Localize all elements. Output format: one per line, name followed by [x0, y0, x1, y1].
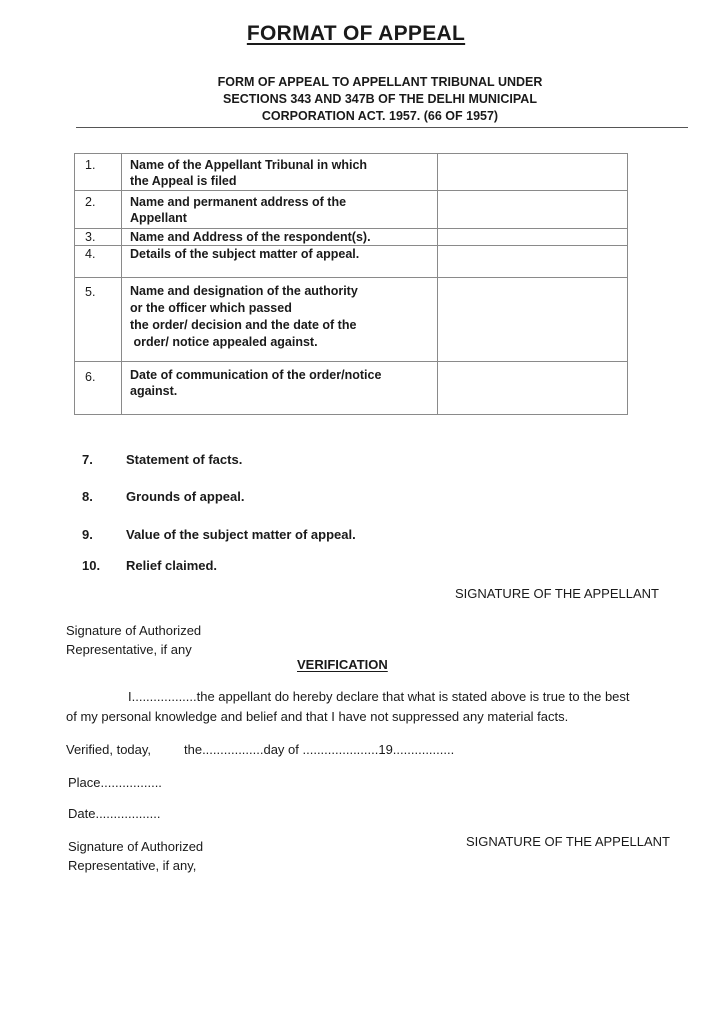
table-row: [75, 278, 628, 362]
list-item-number: 8.: [82, 489, 93, 504]
answer-cell[interactable]: [438, 191, 628, 229]
question-line: order/ notice appealed against.: [130, 335, 318, 349]
appellant-signature-label: SIGNATURE OF THE APPELLANT: [455, 586, 659, 601]
answer-cell[interactable]: [438, 362, 628, 415]
authorized-line: Representative, if any,: [68, 858, 197, 873]
row-number: 3.: [75, 229, 122, 246]
list-item-text: Grounds of appeal.: [126, 489, 245, 504]
question-line: against.: [130, 384, 178, 398]
list-item-text: Relief claimed.: [126, 558, 218, 573]
list-item: [82, 558, 217, 573]
appellant-signature-label: SIGNATURE OF THE APPELLANT: [466, 834, 670, 849]
list-item-text: Value of the subject matter of appeal.: [126, 527, 356, 542]
document-title: FORMAT OF APPEAL: [246, 22, 466, 45]
verification-heading: VERIFICATION: [297, 657, 388, 672]
authorized-line: Signature of Authorized: [68, 839, 204, 854]
verified-date-blanks: the.................day of .....................19.................: [184, 742, 455, 757]
row-question: [122, 191, 438, 229]
authorized-representative-signature: [68, 837, 203, 875]
table-row: [75, 362, 628, 415]
answer-cell[interactable]: [438, 278, 628, 362]
header-divider: [76, 127, 688, 128]
row-question: [122, 229, 438, 246]
document-subtitle: [150, 74, 610, 125]
answer-cell[interactable]: [438, 154, 628, 191]
table-row: [75, 246, 628, 278]
place-field: Place.................: [68, 775, 162, 790]
appeal-details-table: [74, 153, 628, 415]
question-line: Name and Address of the respondent(s).: [130, 230, 371, 244]
subtitle-line: FORM OF APPEAL TO APPELLANT TRIBUNAL UNDER: [217, 75, 543, 89]
question-line: the Appeal is filed: [130, 174, 237, 188]
subtitle-line: CORPORATION ACT. 1957. (66 OF 1957): [261, 109, 499, 123]
question-line: Appellant: [130, 211, 187, 225]
date-field: Date..................: [68, 806, 161, 821]
authorized-representative-signature: [66, 621, 201, 659]
row-number: 1.: [75, 154, 122, 191]
list-item-number: 10.: [82, 558, 101, 573]
row-number: 6.: [75, 362, 122, 415]
row-question: [122, 278, 438, 362]
row-number: 2.: [75, 191, 122, 229]
question-line: Name and designation of the authority: [130, 284, 358, 298]
list-item-text: Statement of facts.: [126, 452, 243, 467]
row-question: [122, 154, 438, 191]
answer-cell[interactable]: [438, 229, 628, 246]
question-line: Details of the subject matter of appeal.: [130, 247, 360, 261]
list-item: [82, 527, 356, 542]
table-row: [75, 229, 628, 246]
subtitle-line: SECTIONS 343 AND 347B OF THE DELHI MUNICIPAL: [223, 92, 537, 106]
question-line: the order/ decision and the date of the: [130, 318, 357, 332]
table-row: [75, 154, 628, 191]
answer-cell[interactable]: [438, 246, 628, 278]
question-line: Date of communication of the order/notice: [130, 368, 382, 382]
verified-label: Verified, today,: [66, 742, 152, 757]
authorized-line: Representative, if any: [66, 642, 192, 657]
question-line: Name of the Appellant Tribunal in which: [130, 158, 368, 172]
list-item: [82, 489, 244, 504]
table-row: [75, 191, 628, 229]
list-item-number: 7.: [82, 452, 93, 467]
row-number: 4.: [75, 246, 122, 278]
declaration-line: of my personal knowledge and belief and that I have not suppressed any material facts.: [66, 709, 569, 724]
list-item: [82, 452, 242, 467]
verified-date-line: [66, 742, 454, 757]
declaration-line: I..................the appellant do hereby declare that what is stated above is true to the best: [128, 689, 630, 704]
question-line: Name and permanent address of the: [130, 195, 347, 209]
list-item-number: 9.: [82, 527, 93, 542]
row-question: [122, 362, 438, 415]
question-line: or the officer which passed: [130, 301, 292, 315]
row-question: [122, 246, 438, 278]
authorized-line: Signature of Authorized: [66, 623, 202, 638]
row-number: 5.: [75, 278, 122, 362]
